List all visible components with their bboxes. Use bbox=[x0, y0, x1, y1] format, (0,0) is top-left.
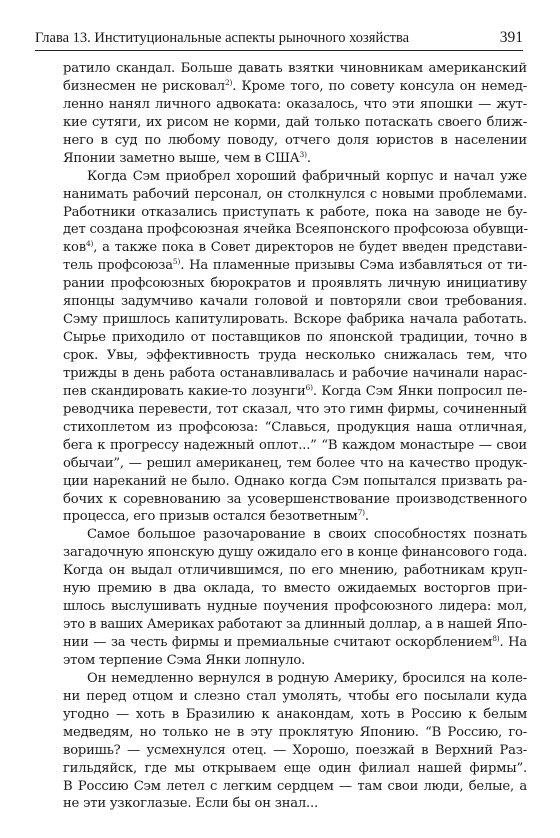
text-line bbox=[63, 437, 527, 455]
line-text: ратило скандал. Больше давать взятки чиновникам американский bbox=[63, 61, 527, 76]
line-text: Когда Сэм приобрел хороший фабричный корпус и начал уже bbox=[87, 168, 527, 184]
text-line bbox=[63, 293, 527, 311]
line-text: Он немедленно вернулся в родную Америку, бросился на коле- bbox=[87, 670, 527, 686]
footnote-marker: 2) bbox=[224, 77, 233, 87]
paragraph bbox=[63, 526, 527, 670]
line-text: не эти узкоглазые. Если бы он знал... bbox=[63, 796, 318, 812]
line-text: японцы задумчиво качали головой и повторяли свои требования. bbox=[63, 294, 527, 310]
line-text: реводчика перевести, тот сказал, что это гимн фирмы, сочиненный bbox=[63, 401, 527, 417]
line-text: медведям, но только не в эту проклятую Японию. “В Россию, го- bbox=[63, 724, 527, 740]
text-line bbox=[63, 96, 527, 114]
text-line bbox=[63, 544, 527, 562]
footnote-marker: 3) bbox=[299, 149, 307, 159]
line-text: рании профсоюзных бюрократов и проявлять личную инициативу bbox=[63, 276, 527, 292]
text-line bbox=[63, 60, 527, 78]
line-text: этом терпение Сэма Янки лопнуло. bbox=[63, 652, 306, 668]
chapter-title: Глава 13. Институциональные аспекты рыночного хозяйства bbox=[35, 30, 410, 46]
text-line bbox=[63, 580, 527, 598]
text-line bbox=[63, 347, 527, 365]
line-text: ленно нанял личного адвоката: оказалось, что эти япошки — жут- bbox=[63, 96, 527, 112]
line-text-continued: . Когда Сэм Янки попросил пе- bbox=[312, 383, 527, 399]
text-line bbox=[63, 508, 527, 526]
line-text: шлось выслушивать нудные поучения профсоюзного лидера: мол, bbox=[63, 599, 527, 615]
line-text: дет создана профсоюзная ячейка Всеяпонского профсоюза обувщи- bbox=[63, 222, 528, 238]
footnote-marker: 5) bbox=[172, 257, 181, 267]
line-text: ни перед отцом и слезно стал умолять, чтобы его посылали куда bbox=[63, 688, 527, 704]
footnote-marker: 6) bbox=[305, 382, 313, 392]
footnote-marker: 7) bbox=[357, 508, 365, 518]
line-text: срок. Увы, эффективность труда несколько снижалась тем, что bbox=[63, 348, 527, 363]
line-text: нии — за честь фирмы и премиальные считают оскорблением bbox=[63, 635, 493, 650]
line-text: трижды в день работа останавливалась и рабочие начинали нарас- bbox=[63, 365, 527, 381]
line-text-continued: . bbox=[364, 509, 369, 525]
footnote-marker: 8) bbox=[492, 634, 500, 643]
line-text: Самое большое разочарование в своих способностях познать bbox=[87, 527, 527, 543]
paragraph bbox=[63, 60, 527, 168]
line-text: него в суд по любому поводу, отчего доля юристов в населении bbox=[63, 132, 527, 148]
text-line bbox=[63, 616, 527, 634]
line-text: загадочную японскую душу ожидало его в конце финансового года. bbox=[63, 545, 528, 561]
line-text-continued: . Кроме того, по совету консула он немед- bbox=[232, 78, 527, 94]
line-text: ции нареканий не было. Однако когда Сэм попытался призвать ра- bbox=[63, 473, 527, 489]
line-text: бега к прогрессу надежный оплот...” “В каждом монастыре — свои bbox=[63, 437, 527, 453]
page-number: 391 bbox=[499, 29, 523, 46]
text-line bbox=[63, 455, 527, 473]
text-line bbox=[63, 221, 527, 239]
text-line bbox=[63, 795, 527, 813]
text-line bbox=[63, 114, 527, 132]
text-line bbox=[63, 383, 527, 401]
line-text: ков bbox=[63, 240, 86, 256]
text-line bbox=[63, 526, 527, 544]
text-line bbox=[63, 401, 527, 419]
line-text: стихоплетом из профсоюза: “Славься, продукция наша отличная, bbox=[63, 419, 527, 435]
text-line bbox=[63, 419, 527, 437]
line-text-continued: . На пламенные призывы Сэма избавляться от ти- bbox=[180, 258, 527, 274]
line-text: воришь? — усмехнулся отец. — Хорошо, поезжай в Верхний Раз- bbox=[63, 742, 527, 758]
line-text: тель профсоюза bbox=[63, 258, 173, 274]
text-line bbox=[63, 473, 527, 491]
line-text: это в ваших Амeриках работают за длинный доллар, а в нашей Япо- bbox=[63, 617, 527, 633]
text-line bbox=[63, 778, 527, 796]
line-text: Когда он выдал отличившимся, по его мнению, работникам круп- bbox=[63, 563, 527, 579]
text-line bbox=[63, 275, 527, 293]
line-text: Работники отказались приступать к работе, пока на заводе не бу- bbox=[63, 204, 527, 220]
line-text: обычаи”, — решил американец, тем более что на качество продук- bbox=[63, 455, 527, 471]
text-line bbox=[63, 365, 527, 383]
text-line bbox=[63, 78, 527, 96]
running-header bbox=[35, 28, 523, 51]
line-text-continued: . bbox=[306, 150, 311, 166]
line-text-continued: , а также пока в Совет директоров не будет введен представи- bbox=[93, 240, 527, 256]
text-line bbox=[63, 186, 527, 204]
text-line bbox=[63, 598, 527, 616]
line-text: гильдяйск, где мы открываем еще один филиал нашей фирмы”. bbox=[63, 760, 527, 776]
text-line bbox=[63, 491, 527, 509]
line-text: Японии заметно выше, чем в США bbox=[63, 150, 300, 166]
text-line bbox=[63, 652, 527, 670]
line-text: кие сутяги, их рисом не корми, дай только потаскать своего ближ- bbox=[63, 114, 527, 130]
text-line bbox=[63, 329, 527, 347]
line-text: Сырье приходило от поставщиков по японской традиции, точно в bbox=[63, 330, 527, 346]
text-line bbox=[63, 204, 527, 222]
line-text: угодно — хоть в Бразилию к анакондам, хоть в Россию к белым bbox=[63, 706, 527, 722]
text-line bbox=[63, 688, 527, 706]
text-line bbox=[63, 670, 527, 688]
text-line bbox=[63, 706, 527, 724]
text-line bbox=[63, 168, 527, 186]
text-line bbox=[63, 724, 527, 742]
text-line bbox=[63, 132, 527, 150]
text-line bbox=[63, 311, 527, 329]
text-line bbox=[63, 562, 527, 580]
text-line bbox=[63, 742, 527, 760]
body-text bbox=[63, 60, 527, 813]
line-text: процесса, его призыв остался безответным bbox=[63, 509, 358, 525]
text-line bbox=[63, 239, 527, 257]
paragraph bbox=[63, 168, 527, 527]
line-text: нанимать рабочий персонал, он столкнулся с новыми проблемами. bbox=[63, 186, 527, 202]
line-text: В Россию Сэм летел с легким сердцем — там свои люди, белые, а bbox=[63, 778, 527, 794]
text-line bbox=[63, 634, 527, 652]
line-text: пев скандировать какие-то лозунги bbox=[63, 383, 306, 399]
line-text: бизнесмен не рисковал bbox=[63, 78, 225, 94]
footnote-marker: 4) bbox=[85, 239, 94, 249]
line-text: бочих к соревнованию за усовершенствование производственного bbox=[63, 491, 527, 507]
text-line bbox=[63, 760, 527, 778]
text-line bbox=[63, 257, 527, 275]
line-text: ную премию в два оклада, то вместо ожидаемых восторгов при- bbox=[63, 581, 527, 597]
line-text-continued: . На bbox=[499, 635, 527, 650]
text-line bbox=[63, 150, 527, 168]
line-text: Сэму пришлось капитулировать. Вскоре фабрика начала работать. bbox=[63, 312, 527, 328]
paragraph bbox=[63, 670, 527, 814]
